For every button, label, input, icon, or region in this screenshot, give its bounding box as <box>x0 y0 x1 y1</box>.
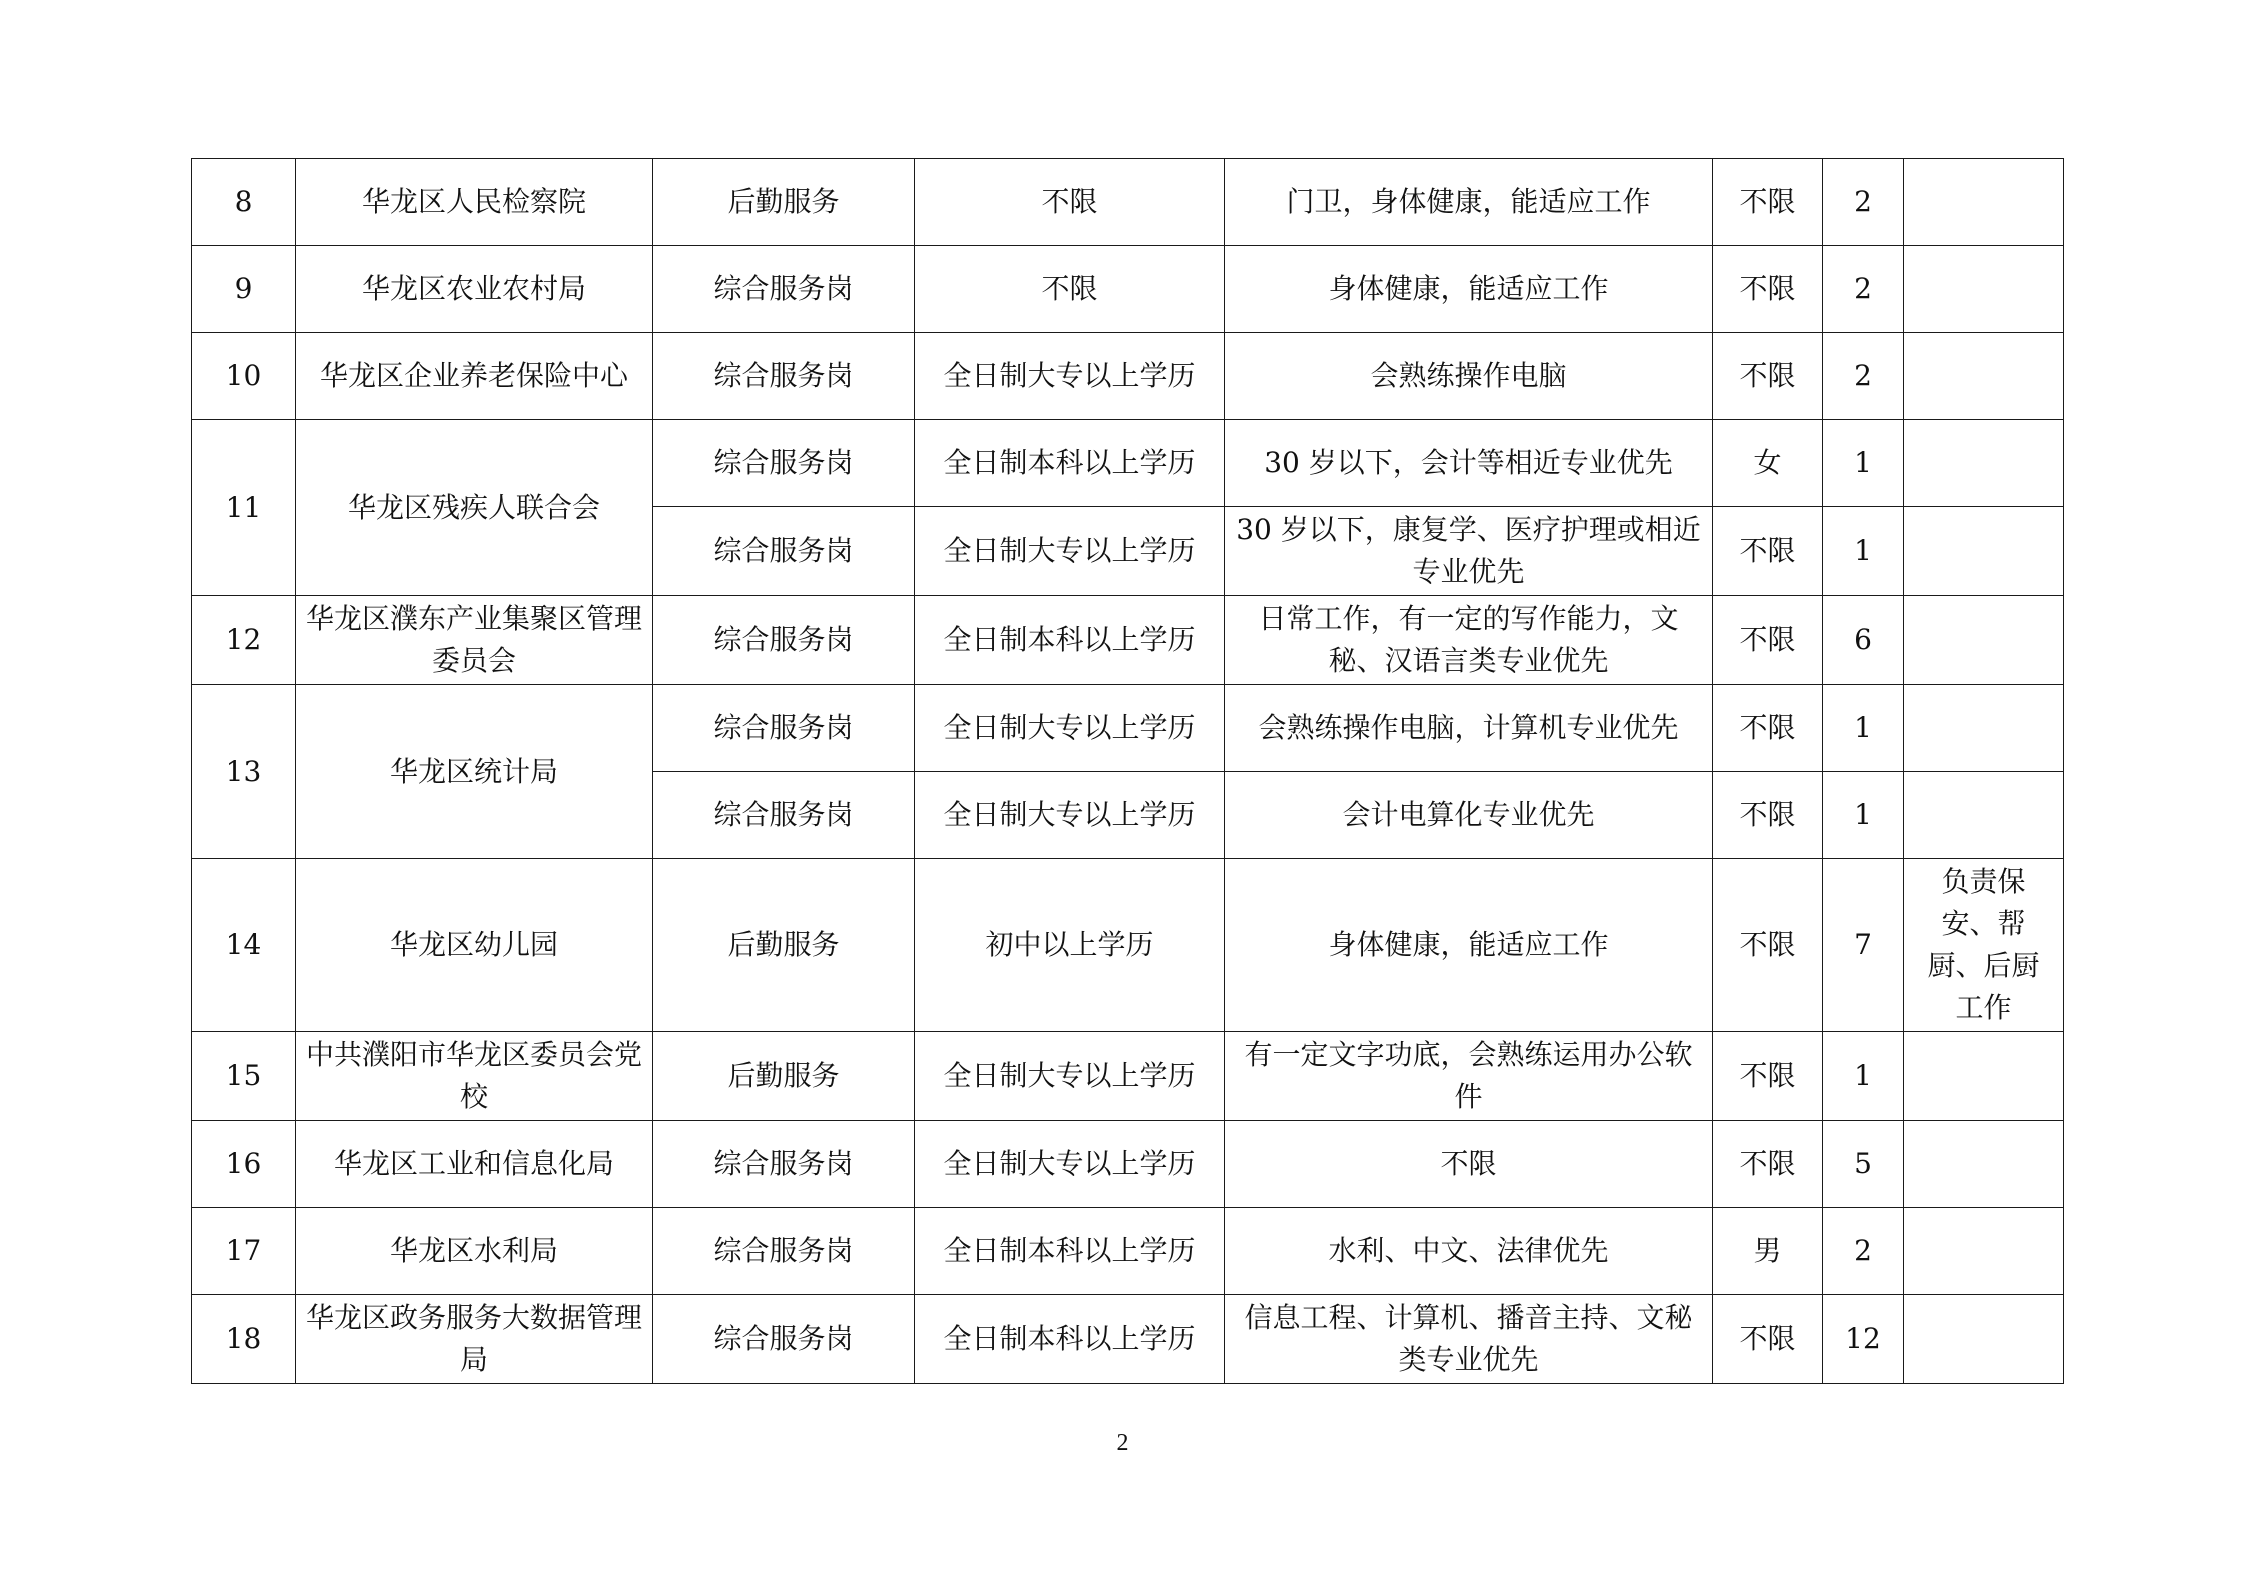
unit-name: 华龙区人民检察院 <box>296 159 653 246</box>
gender-requirement: 不限 <box>1713 772 1823 859</box>
other-requirement: 信息工程、计算机、播音主持、文秘类专业优先 <box>1225 1295 1713 1384</box>
education-requirement: 全日制大专以上学历 <box>915 1032 1225 1121</box>
hiring-count: 2 <box>1823 246 1904 333</box>
post-name: 综合服务岗 <box>653 1208 915 1295</box>
education-requirement: 全日制本科以上学历 <box>915 1295 1225 1384</box>
remarks <box>1904 420 2064 507</box>
hiring-count: 5 <box>1823 1121 1904 1208</box>
hiring-count: 12 <box>1823 1295 1904 1384</box>
table-row <box>192 246 2064 333</box>
table-row <box>192 159 2064 246</box>
education-requirement: 不限 <box>915 246 1225 333</box>
post-name: 综合服务岗 <box>653 685 915 772</box>
unit-name: 华龙区濮东产业集聚区管理委员会 <box>296 596 653 685</box>
unit-name: 华龙区幼儿园 <box>296 859 653 1032</box>
table-row <box>192 1032 2064 1121</box>
table-row <box>192 859 2064 1032</box>
gender-requirement: 不限 <box>1713 246 1823 333</box>
education-requirement: 全日制大专以上学历 <box>915 1121 1225 1208</box>
education-requirement: 全日制本科以上学历 <box>915 596 1225 685</box>
unit-name: 华龙区工业和信息化局 <box>296 1121 653 1208</box>
hiring-count: 2 <box>1823 333 1904 420</box>
remarks <box>1904 507 2064 596</box>
hiring-count: 2 <box>1823 159 1904 246</box>
row-number: 13 <box>192 685 296 859</box>
education-requirement: 不限 <box>915 159 1225 246</box>
hiring-count: 1 <box>1823 772 1904 859</box>
remarks <box>1904 159 2064 246</box>
gender-requirement: 女 <box>1713 420 1823 507</box>
post-name: 综合服务岗 <box>653 1295 915 1384</box>
post-name: 综合服务岗 <box>653 507 915 596</box>
row-number: 11 <box>192 420 296 596</box>
gender-requirement: 男 <box>1713 1208 1823 1295</box>
post-name: 综合服务岗 <box>653 333 915 420</box>
hiring-count: 1 <box>1823 420 1904 507</box>
gender-requirement: 不限 <box>1713 859 1823 1032</box>
hiring-count: 1 <box>1823 507 1904 596</box>
table-row <box>192 1121 2064 1208</box>
other-requirement: 会计电算化专业优先 <box>1225 772 1713 859</box>
other-requirement: 身体健康，能适应工作 <box>1225 246 1713 333</box>
remarks <box>1904 1121 2064 1208</box>
remarks <box>1904 596 2064 685</box>
unit-name: 华龙区统计局 <box>296 685 653 859</box>
job-positions-table <box>191 158 2064 1384</box>
table-row <box>192 420 2064 507</box>
row-number: 15 <box>192 1032 296 1121</box>
hiring-count: 7 <box>1823 859 1904 1032</box>
remarks <box>1904 333 2064 420</box>
unit-name: 华龙区水利局 <box>296 1208 653 1295</box>
hiring-count: 2 <box>1823 1208 1904 1295</box>
gender-requirement: 不限 <box>1713 507 1823 596</box>
gender-requirement: 不限 <box>1713 1121 1823 1208</box>
other-requirement: 不限 <box>1225 1121 1713 1208</box>
post-name: 后勤服务 <box>653 159 915 246</box>
remarks <box>1904 246 2064 333</box>
education-requirement: 全日制本科以上学历 <box>915 1208 1225 1295</box>
other-requirement: 水利、中文、法律优先 <box>1225 1208 1713 1295</box>
unit-name: 中共濮阳市华龙区委员会党校 <box>296 1032 653 1121</box>
unit-name: 华龙区农业农村局 <box>296 246 653 333</box>
remarks <box>1904 1032 2064 1121</box>
gender-requirement: 不限 <box>1713 685 1823 772</box>
education-requirement: 全日制大专以上学历 <box>915 685 1225 772</box>
gender-requirement: 不限 <box>1713 1032 1823 1121</box>
remarks <box>1904 1295 2064 1384</box>
education-requirement: 全日制大专以上学历 <box>915 333 1225 420</box>
other-requirement: 会熟练操作电脑，计算机专业优先 <box>1225 685 1713 772</box>
table-row <box>192 1208 2064 1295</box>
row-number: 8 <box>192 159 296 246</box>
table-row <box>192 333 2064 420</box>
remarks <box>1904 685 2064 772</box>
post-name: 综合服务岗 <box>653 246 915 333</box>
other-requirement: 有一定文字功底，会熟练运用办公软件 <box>1225 1032 1713 1121</box>
post-name: 综合服务岗 <box>653 1121 915 1208</box>
row-number: 17 <box>192 1208 296 1295</box>
row-number: 16 <box>192 1121 296 1208</box>
row-number: 14 <box>192 859 296 1032</box>
post-name: 后勤服务 <box>653 859 915 1032</box>
other-requirement: 日常工作，有一定的写作能力，文秘、汉语言类专业优先 <box>1225 596 1713 685</box>
post-name: 综合服务岗 <box>653 772 915 859</box>
other-requirement: 30 岁以下，康复学、医疗护理或相近专业优先 <box>1225 507 1713 596</box>
education-requirement: 初中以上学历 <box>915 859 1225 1032</box>
page-number: 2 <box>1116 1430 1129 1456</box>
remarks <box>1904 1208 2064 1295</box>
post-name: 后勤服务 <box>653 1032 915 1121</box>
hiring-count: 1 <box>1823 685 1904 772</box>
education-requirement: 全日制本科以上学历 <box>915 420 1225 507</box>
table-row <box>192 596 2064 685</box>
hiring-count: 6 <box>1823 596 1904 685</box>
education-requirement: 全日制大专以上学历 <box>915 507 1225 596</box>
row-number: 12 <box>192 596 296 685</box>
other-requirement: 门卫，身体健康，能适应工作 <box>1225 159 1713 246</box>
gender-requirement: 不限 <box>1713 159 1823 246</box>
row-number: 9 <box>192 246 296 333</box>
post-name: 综合服务岗 <box>653 596 915 685</box>
other-requirement: 会熟练操作电脑 <box>1225 333 1713 420</box>
unit-name: 华龙区政务服务大数据管理局 <box>296 1295 653 1384</box>
table-row <box>192 685 2064 772</box>
hiring-count: 1 <box>1823 1032 1904 1121</box>
post-name: 综合服务岗 <box>653 420 915 507</box>
gender-requirement: 不限 <box>1713 596 1823 685</box>
other-requirement: 身体健康，能适应工作 <box>1225 859 1713 1032</box>
gender-requirement: 不限 <box>1713 1295 1823 1384</box>
gender-requirement: 不限 <box>1713 333 1823 420</box>
education-requirement: 全日制大专以上学历 <box>915 772 1225 859</box>
other-requirement: 30 岁以下，会计等相近专业优先 <box>1225 420 1713 507</box>
table-row <box>192 1295 2064 1384</box>
unit-name: 华龙区企业养老保险中心 <box>296 333 653 420</box>
row-number: 18 <box>192 1295 296 1384</box>
unit-name: 华龙区残疾人联合会 <box>296 420 653 596</box>
remarks <box>1904 772 2064 859</box>
remarks: 负责保安、帮厨、后厨工作 <box>1904 859 2064 1032</box>
row-number: 10 <box>192 333 296 420</box>
